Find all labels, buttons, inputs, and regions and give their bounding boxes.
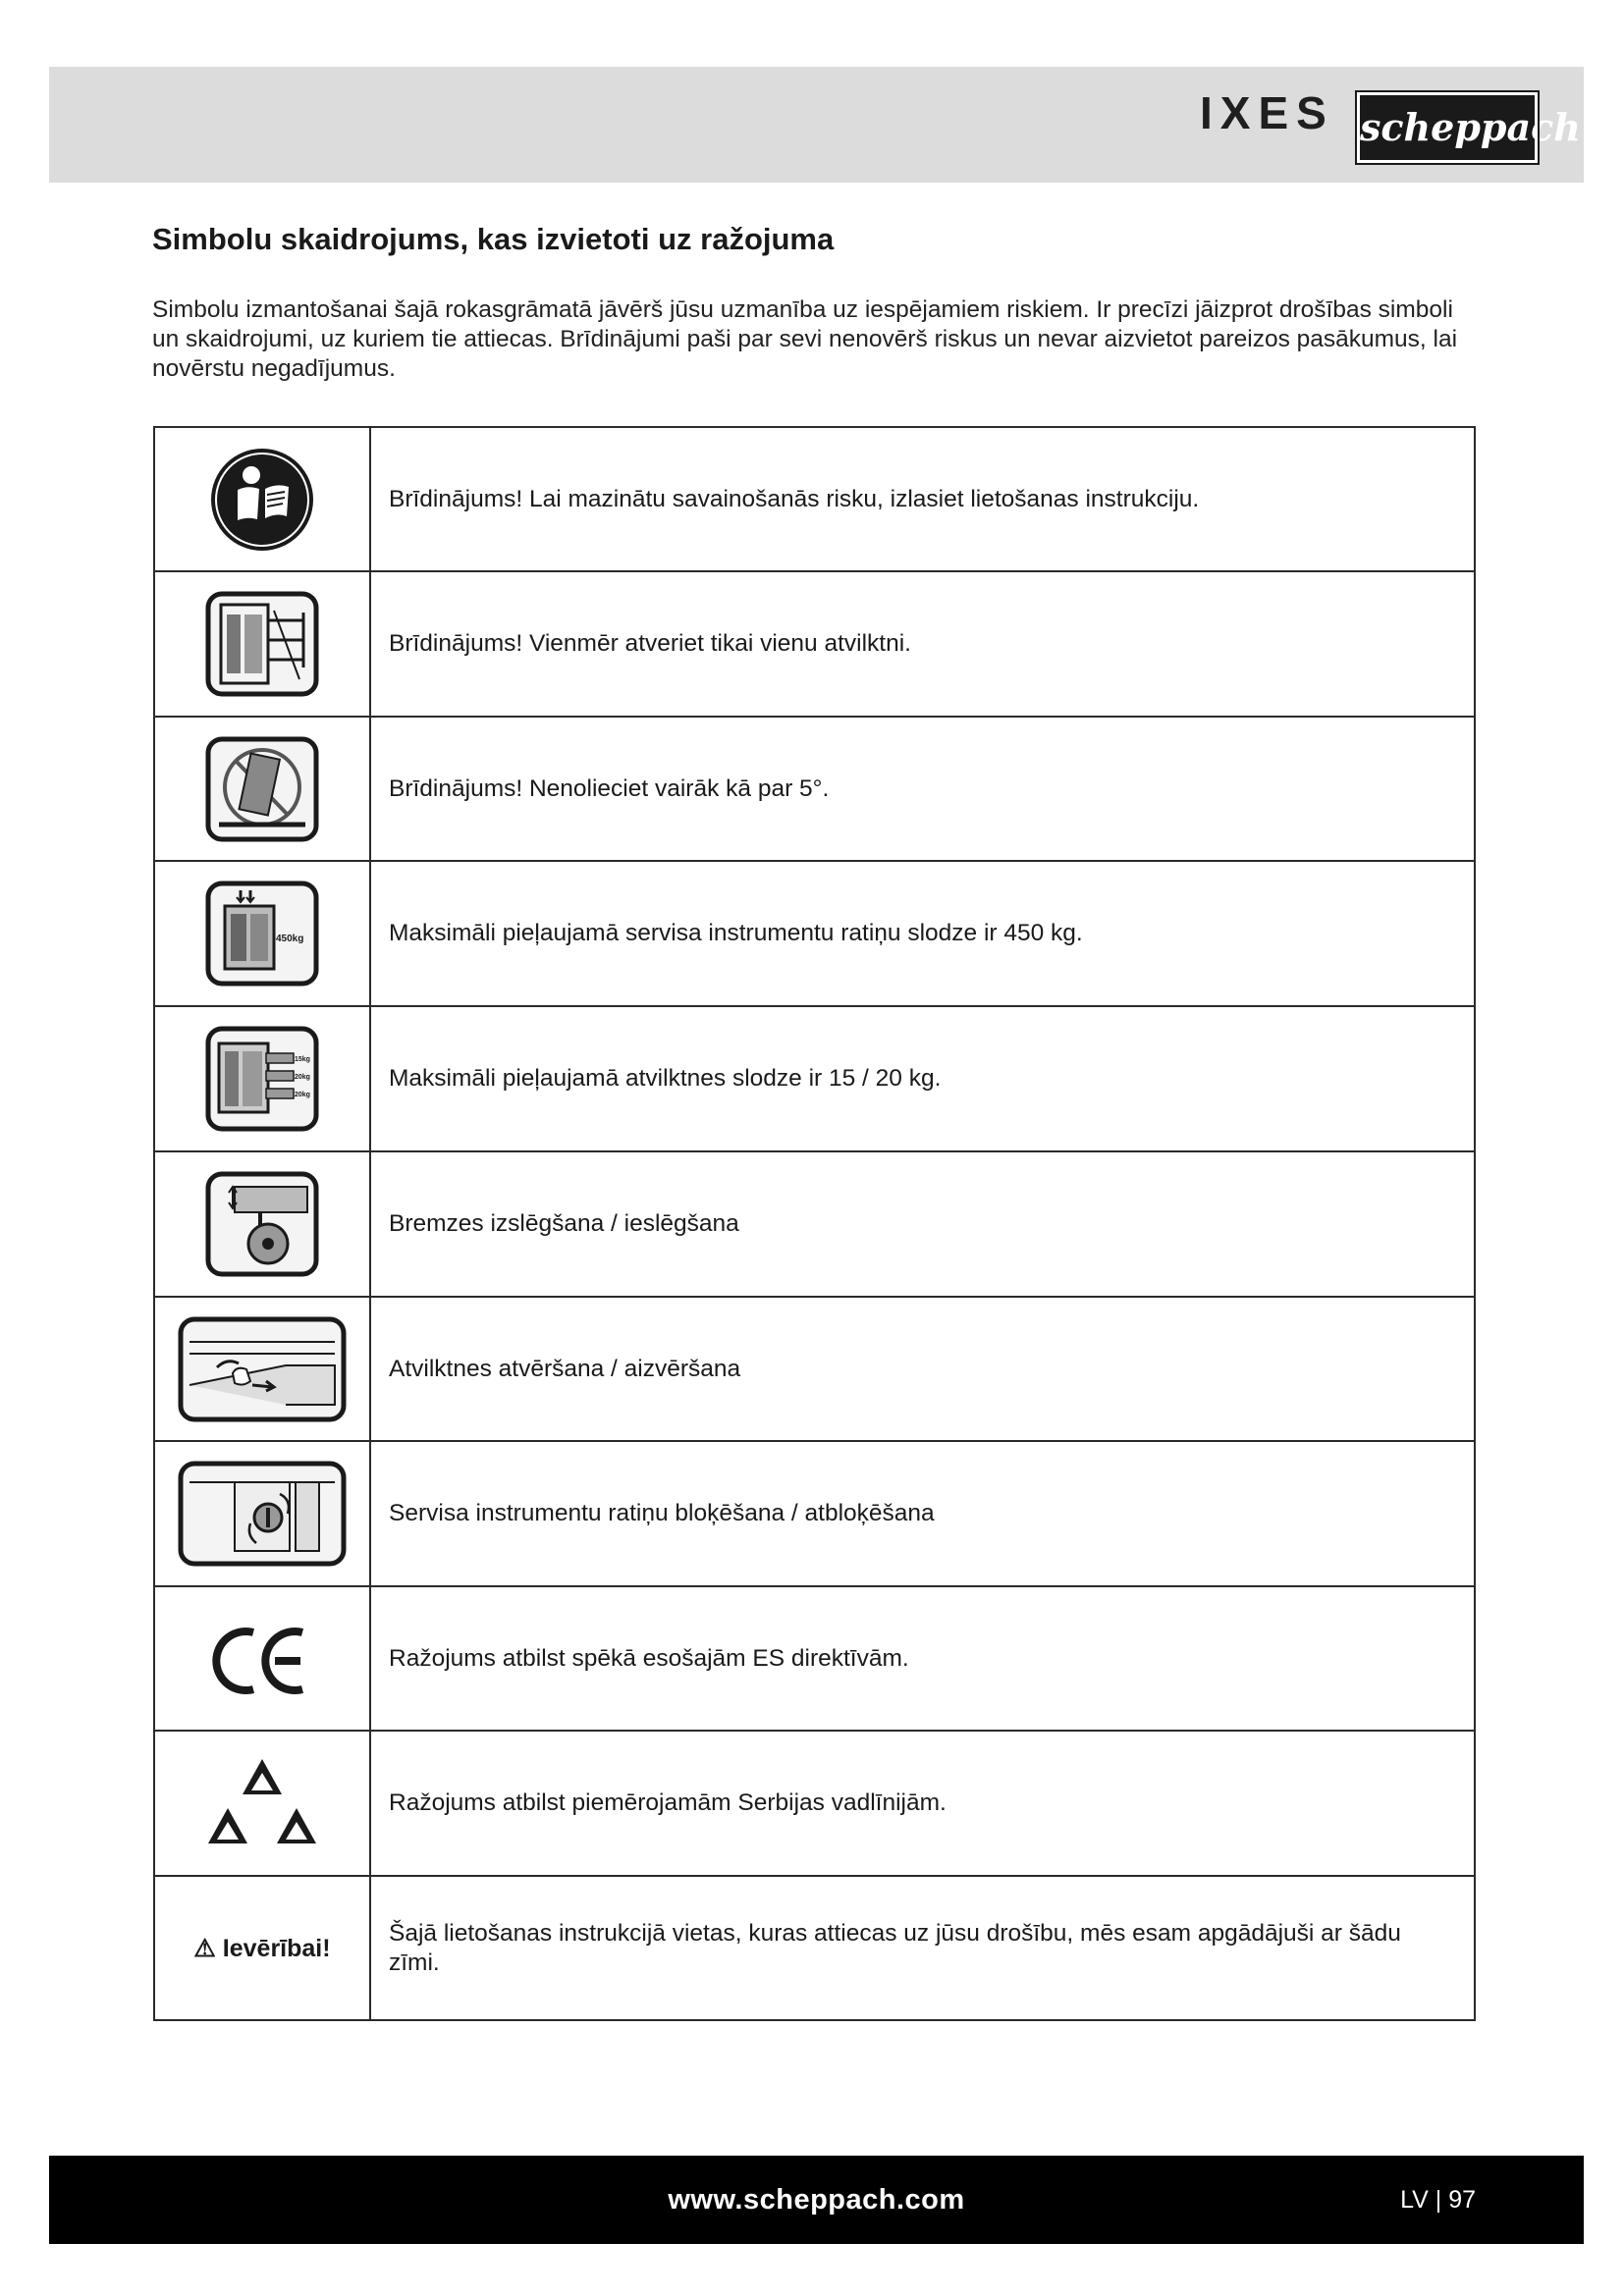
table-row (154, 1297, 1475, 1441)
icon-cell (154, 1297, 370, 1441)
symbol-description: Maksimāli pieļaujamā atvilktnes slodze ir 15 / 20 kg. (370, 1006, 1475, 1151)
warning-triangle-icon: ⚠ (193, 1934, 223, 1962)
table-row (154, 1151, 1475, 1297)
intro-paragraph: Simbolu izmantošanai šajā rokasgrāmatā jāvērš jūsu uzmanība uz iespējamiem riskiem. Ir precīzi jāizprot drošības simboli un skaidrojumi, uz kuriem tie attiecas. Brīdinājumi paši par sevi nenovērš riskus un nevar aizvietot pareizos pasākumus, lai novērstu negadījumus. (152, 296, 1458, 382)
svg-text:20kg: 20kg (295, 1092, 310, 1098)
one-drawer-icon (205, 591, 319, 697)
table-row (154, 1006, 1475, 1151)
table-row (154, 1441, 1475, 1586)
table-row (154, 717, 1475, 861)
symbol-description: Ražojums atbilst piemērojamām Serbijas vadlīnijām. (370, 1731, 1475, 1876)
symbol-description: Atvilktnes atvēršana / aizvēršana (370, 1297, 1475, 1441)
icon-cell (154, 861, 370, 1006)
table-row (154, 1586, 1475, 1731)
page-number: LV | 97 (1400, 2186, 1476, 2214)
icon-cell (154, 1586, 370, 1731)
svg-text:450kg: 450kg (276, 934, 304, 944)
icon-cell (154, 571, 370, 717)
svg-text:20kg: 20kg (295, 1074, 310, 1081)
table-row (154, 427, 1475, 571)
symbol-description: Maksimāli pieļaujamā servisa instrumentu ratiņu slodze ir 450 kg. (370, 861, 1475, 1006)
symbol-description: Servisa instrumentu ratiņu bloķēšana / atbloķēšana (370, 1441, 1475, 1586)
table-row (154, 1876, 1475, 2020)
max-load-drawer-icon (205, 1026, 319, 1132)
icon-cell (154, 427, 370, 571)
svg-text:15kg: 15kg (295, 1056, 310, 1063)
icon-cell (154, 1151, 370, 1297)
table-row (154, 1731, 1475, 1876)
icon-cell (154, 1441, 370, 1586)
symbol-description: Bremzes izslēgšana / ieslēgšana (370, 1151, 1475, 1297)
no-tilt-icon (205, 736, 319, 842)
symbol-description: Ražojums atbilst spēkā esošajām ES direktīvām. (370, 1586, 1475, 1731)
read-manual-icon (208, 446, 316, 554)
table-row (154, 571, 1475, 717)
icon-cell (154, 1876, 370, 2020)
page-title: Simbolu skaidrojums, kas izvietoti uz ražojuma (152, 222, 835, 256)
drawer-open-close-icon (178, 1316, 347, 1422)
symbol-description: Brīdinājums! Vienmēr atveriet tikai vienu atvilktni. (370, 571, 1475, 717)
icon-cell (154, 717, 370, 861)
serbia-triangles-icon (198, 1749, 326, 1857)
icon-cell (154, 1731, 370, 1876)
footer-url[interactable]: www.scheppach.com (668, 2184, 965, 2216)
ce-mark-icon (208, 1615, 316, 1703)
symbols-table (153, 426, 1476, 2021)
icon-cell (154, 1006, 370, 1151)
symbol-description: Šajā lietošanas instrukcijā vietas, kuras attiecas uz jūsu drošību, mēs esam apgādājuši ar šādu zīmi. (370, 1876, 1475, 2020)
header-bar (49, 67, 1584, 183)
cart-lock-icon (178, 1461, 347, 1567)
symbol-description: Brīdinājums! Nenolieciet vairāk kā par 5°. (370, 717, 1475, 861)
symbol-description: Brīdinājums! Lai mazinātu savainošanās risku, izlasiet lietošanas instrukciju. (370, 427, 1475, 571)
ixes-logo: IXES (1200, 87, 1334, 138)
scheppach-logo: scheppach (1357, 92, 1538, 163)
table-row (154, 861, 1475, 1006)
footer-bar (49, 2156, 1584, 2244)
max-load-cart-icon (205, 881, 319, 987)
attention-label: ⚠ Ievērībai! (193, 1934, 331, 1962)
brake-wheel-icon (205, 1171, 319, 1277)
